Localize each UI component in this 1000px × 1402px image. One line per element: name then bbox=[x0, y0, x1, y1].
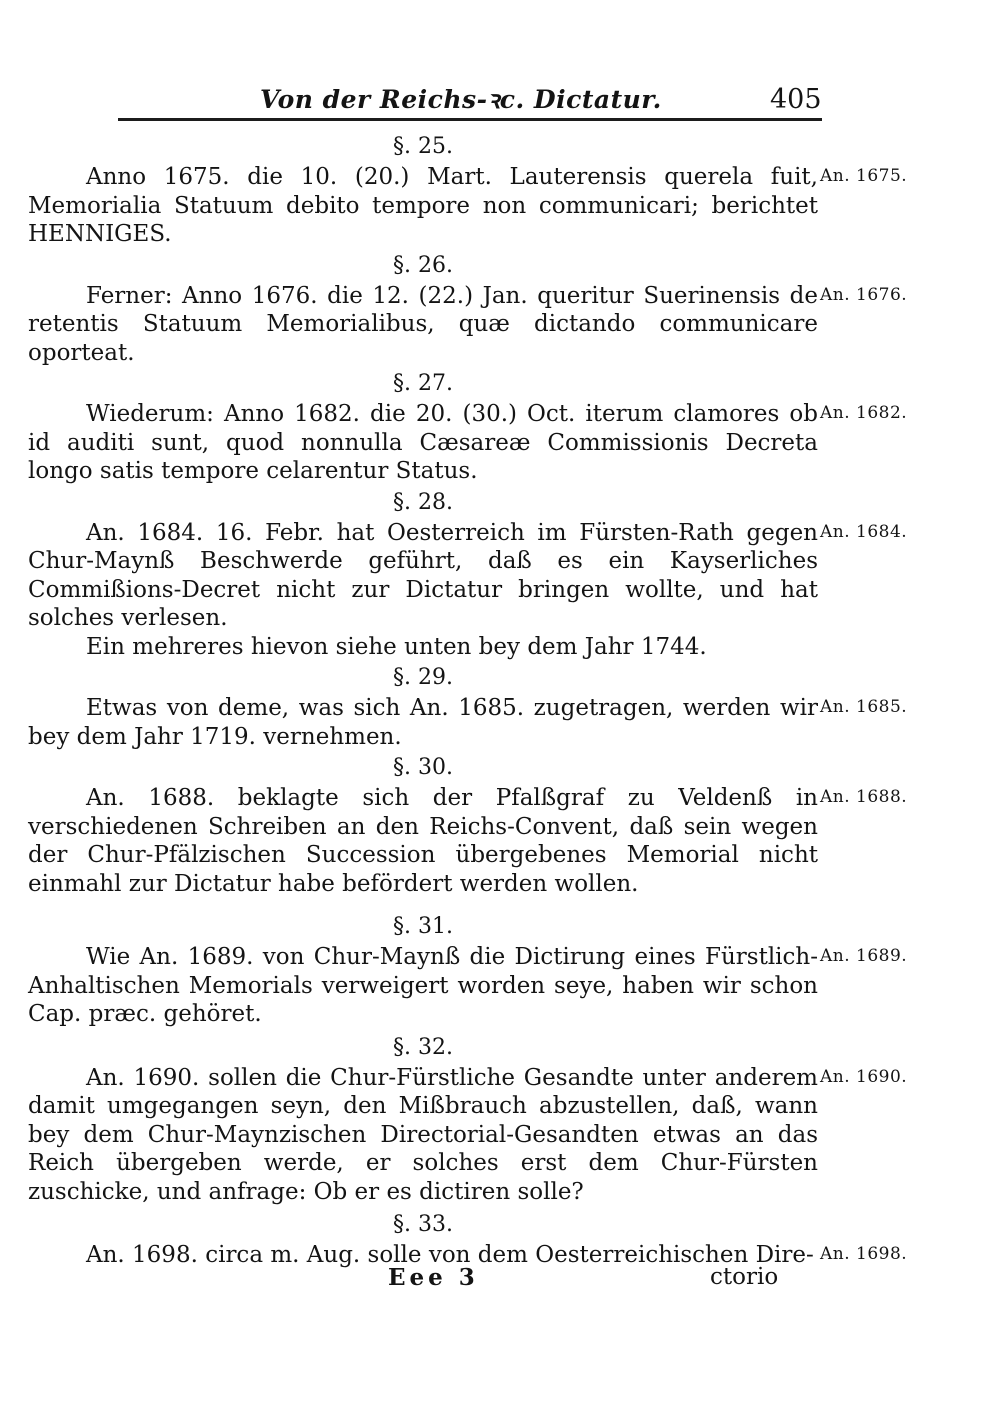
section-number: §. 33. bbox=[393, 1212, 453, 1237]
section-text: An. 1698. circa m. Aug. solle von dem Oesterreichischen Dire- bbox=[86, 1242, 814, 1268]
section-number: §. 26. bbox=[393, 252, 453, 278]
section-text: An. 1690. sollen die Chur-Fürstliche Gesandte unter anderem damit umgegangen seyn, den Mißbrauch abzustellen, daß, wann bey dem Chur-Maynzischen Directorial-Gesandten etwas an das Reich übergeben werde, er solches erst dem Chur-Fürsten zuschicke, und anfrage: Ob er es dictiren solle? bbox=[28, 1064, 818, 1205]
margin-year-note: An. 1689. bbox=[820, 946, 908, 966]
section-number: §. 31. bbox=[393, 914, 453, 939]
margin-year-note: An. 1675. bbox=[820, 166, 908, 186]
margin-year-note: An. 1688. bbox=[820, 787, 908, 807]
page-body bbox=[28, 130, 908, 1270]
section-33 bbox=[28, 1210, 908, 1270]
section-25 bbox=[28, 132, 908, 249]
section-text: An. 1684. 16. Febr. hat Oesterreich im Fürsten-Rath gegen Chur-Maynß Beschwerde geführt, daß es ein Kayserliches Commißions-Decret nicht zur Dictatur bringen wollte, und hat solches verlesen. bbox=[28, 519, 818, 631]
section-text: Wie An. 1689. von Chur-Maynß die Dictirung eines Fürstlich-Anhaltischen Memorials verweigert worden seye, haben wir schon Cap. præc. gehöret. bbox=[28, 944, 818, 1027]
section-number: §. 29. bbox=[393, 665, 453, 690]
section-30 bbox=[28, 753, 908, 898]
section-32 bbox=[28, 1033, 908, 1207]
section-text: Etwas von deme, was sich An. 1685. zugetragen, werden wir bey dem Jahr 1719. vernehmen. bbox=[28, 695, 818, 750]
section-27 bbox=[28, 369, 908, 486]
running-title: Von der Reichs-ꝛc. Dictatur. bbox=[260, 85, 662, 114]
margin-year-note: An. 1684. bbox=[820, 521, 908, 542]
section-28 bbox=[28, 488, 908, 662]
page-footer bbox=[28, 1262, 818, 1302]
section-text: Wiederum: Anno 1682. die 20. (30.) Oct. iterum clamores ob id auditi sunt, quod nonnulla Cæsareæ Commissionis Decreta longo satis tempore celarentur Status. bbox=[28, 401, 818, 484]
section-text: Anno 1675. die 10. (20.) Mart. Lauterensis querela fuit, Memorialia Statuum debito tempore non communicari; berichtet HENNIGES. bbox=[28, 164, 818, 247]
header-rule bbox=[118, 118, 822, 121]
section-26 bbox=[28, 251, 908, 368]
section-number: §. 27. bbox=[393, 371, 453, 396]
section-number: §. 32. bbox=[393, 1034, 453, 1060]
section-number: §. 30. bbox=[393, 755, 453, 780]
section-29 bbox=[28, 663, 908, 751]
page-number: 405 bbox=[770, 84, 822, 115]
margin-year-note: An. 1698. bbox=[820, 1244, 908, 1264]
section-text: An. 1688. beklagte sich der Pfalßgraf zu Veldenß in verschiedenen Schreiben an den Reichs-Convent, daß sein wegen der Chur-Pfälzischen Succession übergebenes Memorial nicht einmahl zur Dictatur habe befördert werden wollen. bbox=[28, 785, 818, 897]
section-text-continued: Ein mehreres hievon siehe unten bey dem Jahr 1744. bbox=[86, 633, 707, 660]
section-text: Ferner: Anno 1676. die 12. (22.) Jan. queritur Suerinensis de retentis Statuum Memorialibus, quæ dictando communicare oporteat. bbox=[28, 282, 818, 366]
catchword: ctorio bbox=[710, 1264, 779, 1290]
margin-year-note: An. 1685. bbox=[820, 697, 908, 717]
signature-mark: Eee 3 bbox=[388, 1264, 479, 1291]
margin-year-note: An. 1676. bbox=[820, 284, 908, 305]
section-number: §. 28. bbox=[393, 489, 453, 515]
margin-year-note: An. 1682. bbox=[820, 403, 908, 423]
margin-year-note: An. 1690. bbox=[820, 1066, 908, 1087]
page-header bbox=[120, 80, 820, 122]
section-31 bbox=[28, 912, 908, 1029]
section-number: §. 25. bbox=[393, 134, 453, 159]
